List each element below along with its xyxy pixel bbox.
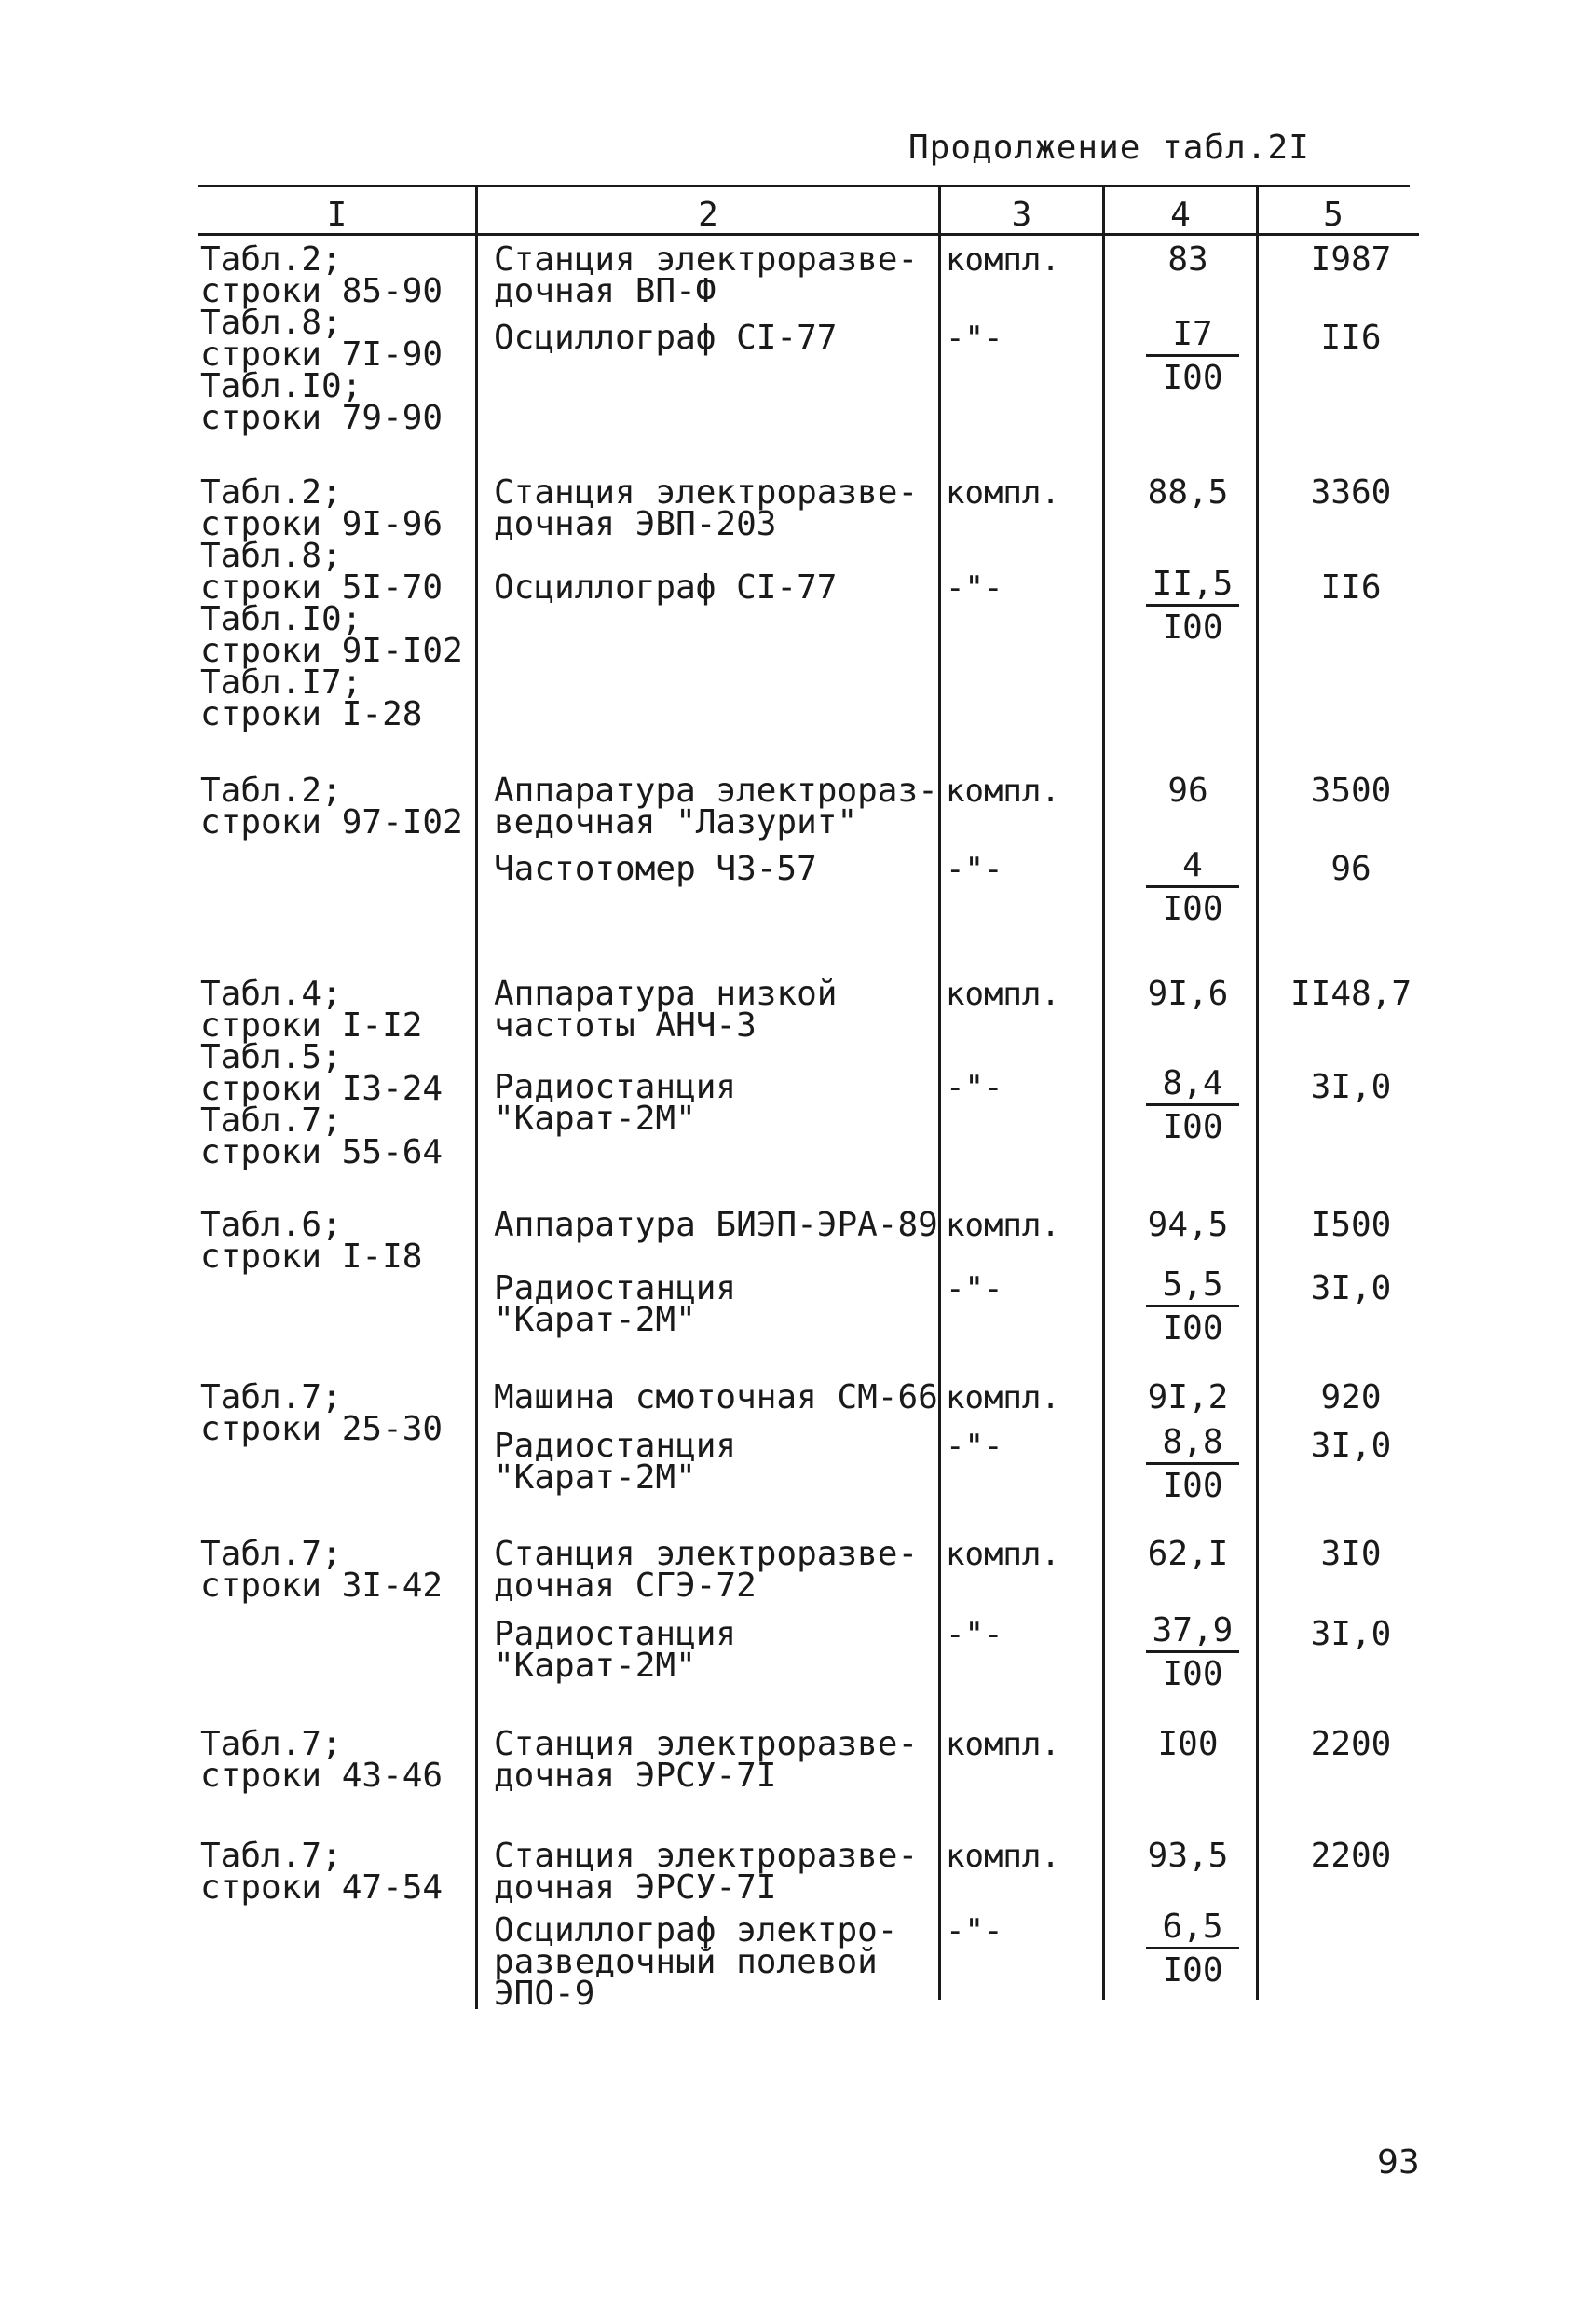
item-fraction — [1146, 1423, 1239, 1508]
item-unit: компл. — [946, 1379, 1060, 1416]
row-reference: Табл.6; строки I-I8 — [200, 1206, 423, 1276]
item-value: 3I,0 — [1310, 1068, 1392, 1106]
table-caption: Продолжение табл.2I — [908, 129, 1310, 167]
header-col-4: 4 — [1170, 196, 1191, 234]
fraction-numerator: 5,5 — [1146, 1265, 1239, 1307]
fraction-numerator: 8,8 — [1146, 1423, 1239, 1465]
header-col-5: 5 — [1323, 196, 1344, 234]
item-unit: компл. — [946, 1207, 1060, 1244]
item-value: 3I0 — [1320, 1535, 1382, 1573]
item-unit: -"- — [946, 320, 1003, 357]
row-reference: Табл.7; строки 47-54 — [200, 1837, 443, 1907]
fraction-denominator: I00 — [1162, 1655, 1223, 1693]
item-percent: 94,5 — [1147, 1206, 1229, 1244]
fraction-numerator: II,5 — [1146, 565, 1239, 607]
row-reference: Табл.7; строки 25-30 — [200, 1378, 443, 1448]
fraction-numerator: 6,5 — [1146, 1908, 1239, 1949]
fraction-denominator: I00 — [1162, 1309, 1223, 1348]
item-value: 3I,0 — [1310, 1269, 1392, 1307]
row-reference: Табл.4; строки I-I2 Табл.5; строки I3-24 Табл.7; строки 55-64 — [200, 975, 443, 1171]
item-value: 96 — [1330, 850, 1371, 888]
item-unit: -"- — [946, 1428, 1003, 1465]
item-percent: 96 — [1167, 772, 1208, 810]
column-divider-4 — [1256, 185, 1259, 2000]
item-fraction — [1146, 846, 1239, 931]
item-name: Станция электроразве- дочная ЭВП-203 — [494, 473, 919, 543]
item-unit: компл. — [946, 1536, 1060, 1573]
item-unit: компл. — [946, 773, 1060, 810]
header-col-3: 3 — [1011, 196, 1032, 234]
item-unit: -"- — [946, 1270, 1003, 1307]
item-value: 2200 — [1310, 1725, 1392, 1763]
fraction-denominator: I00 — [1162, 1467, 1223, 1505]
item-name: Машина смоточная СМ-66 — [494, 1378, 938, 1416]
item-unit: -"- — [946, 569, 1003, 607]
item-percent: 62,I — [1147, 1535, 1229, 1573]
fraction-denominator: I00 — [1162, 890, 1223, 928]
item-fraction — [1146, 1265, 1239, 1350]
row-reference: Табл.7; строки 43-46 — [200, 1725, 443, 1795]
page-number: 93 — [1377, 2143, 1420, 2182]
item-value: I500 — [1310, 1206, 1392, 1244]
item-percent: 93,5 — [1147, 1837, 1229, 1875]
item-unit: -"- — [946, 1912, 1003, 1949]
item-unit: -"- — [946, 851, 1003, 888]
item-value: 3500 — [1310, 772, 1392, 810]
table-top-rule — [198, 185, 1410, 187]
item-name: Осциллограф электро- разведочный полевой ЭПО-9 — [494, 1911, 898, 2013]
item-value: I987 — [1310, 240, 1392, 279]
item-name: Аппаратура БИЭП-ЭРА-89 — [494, 1206, 938, 1244]
row-reference: Табл.2; строки 9I-96 Табл.8; строки 5I-70 Табл.I0; строки 9I-I02 Табл.I7; строки I-28 — [200, 473, 463, 733]
item-name: Радиостанция "Карат-2М" — [494, 1427, 737, 1497]
item-unit: компл. — [946, 1838, 1060, 1875]
item-value: II6 — [1320, 319, 1382, 357]
item-unit: -"- — [946, 1069, 1003, 1106]
item-fraction — [1146, 1908, 1239, 1992]
fraction-denominator: I00 — [1162, 1951, 1223, 1990]
fraction-numerator: 8,4 — [1146, 1064, 1239, 1106]
item-name: Осциллограф CI-77 — [494, 319, 838, 357]
item-percent: 83 — [1167, 240, 1208, 279]
item-fraction — [1146, 1064, 1239, 1149]
fraction-denominator: I00 — [1162, 609, 1223, 647]
fraction-numerator: 37,9 — [1146, 1611, 1239, 1653]
item-percent: 9I,2 — [1147, 1378, 1229, 1416]
item-unit: компл. — [946, 241, 1060, 279]
item-value: 3360 — [1310, 473, 1392, 512]
item-percent: 88,5 — [1147, 473, 1229, 512]
item-name: Станция электроразве- дочная ЭРСУ-7I — [494, 1837, 919, 1907]
item-name: Станция электроразве- дочная ЭРСУ-7I — [494, 1725, 919, 1795]
item-percent: 9I,6 — [1147, 975, 1229, 1013]
item-percent: I00 — [1157, 1725, 1219, 1763]
item-value: 3I,0 — [1310, 1427, 1392, 1465]
row-reference: Табл.7; строки 3I-42 — [200, 1535, 443, 1605]
fraction-numerator: 4 — [1146, 846, 1239, 888]
item-name: Аппаратура электрораз- ведочная "Лазурит" — [494, 772, 938, 841]
item-fraction — [1146, 565, 1239, 650]
fraction-denominator: I00 — [1162, 359, 1223, 397]
item-unit: компл. — [946, 1726, 1060, 1763]
item-fraction — [1146, 1611, 1239, 1696]
item-name: Станция электроразве- дочная ВП-Ф — [494, 240, 919, 310]
item-name: Аппаратура низкой частоты АНЧ-3 — [494, 975, 838, 1045]
item-name: Осциллограф CI-77 — [494, 568, 838, 607]
item-unit: компл. — [946, 474, 1060, 512]
header-col-1: I — [326, 196, 348, 234]
item-value: 3I,0 — [1310, 1615, 1392, 1653]
item-name: Радиостанция "Карат-2М" — [494, 1615, 737, 1685]
item-name: Частотомер ЧЗ-57 — [494, 850, 817, 888]
item-name: Станция электроразве- дочная СГЭ-72 — [494, 1535, 919, 1605]
item-name: Радиостанция "Карат-2М" — [494, 1068, 737, 1138]
fraction-numerator: I7 — [1146, 315, 1239, 357]
item-value: II6 — [1320, 568, 1382, 607]
row-reference: Табл.2; строки 85-90 Табл.8; строки 7I-90 Табл.I0; строки 79-90 — [200, 240, 443, 437]
column-divider-1 — [475, 185, 478, 2009]
item-unit: компл. — [946, 976, 1060, 1013]
item-value: 920 — [1320, 1378, 1382, 1416]
item-fraction — [1146, 315, 1239, 400]
item-name: Радиостанция "Карат-2М" — [494, 1269, 737, 1339]
header-col-2: 2 — [698, 196, 718, 234]
fraction-denominator: I00 — [1162, 1108, 1223, 1146]
row-reference: Табл.2; строки 97-I02 — [200, 772, 463, 841]
item-value: 2200 — [1310, 1837, 1392, 1875]
item-value: II48,7 — [1289, 975, 1412, 1013]
item-unit: -"- — [946, 1616, 1003, 1653]
